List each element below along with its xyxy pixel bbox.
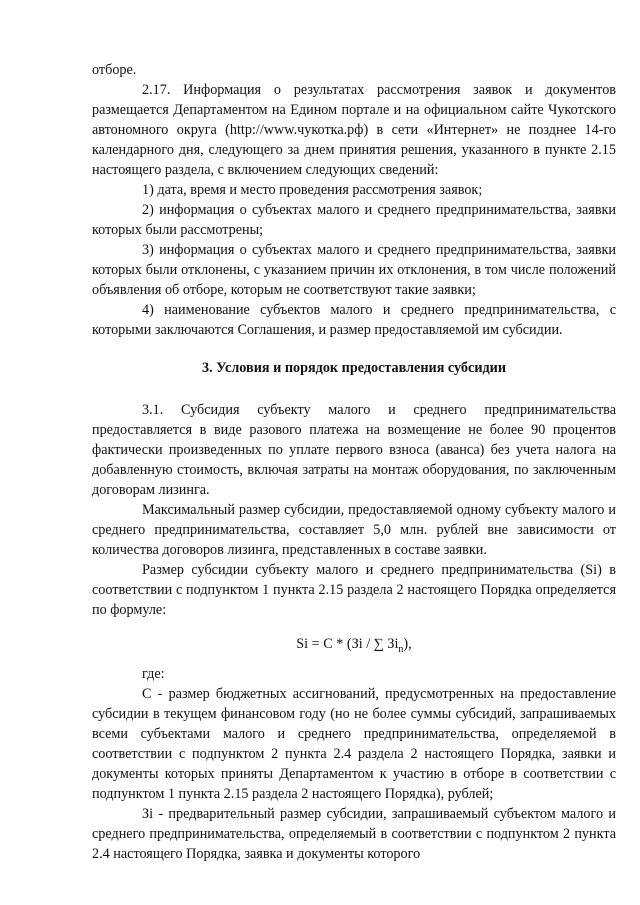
formula-subscript: n [398, 643, 404, 655]
paragraph-continuation: отборе. [92, 62, 137, 78]
list-item-3: 3) информация о субъектах малого и среднего предпринимательства, заявки которых были отклонены, с указанием причин их отклонения, в том числе положений объявления об отборе, которым не соответствуют такие заявки; [92, 242, 616, 298]
paragraph-max-subsidy: Максимальный размер субсидии, предоставляемой одному субъекту малого и среднего предпринимательства, составляет 5,0 млн. рублей вне зависимости от количества договоров лизинга, представленных в составе заявки. [92, 502, 616, 558]
list-item-4: 4) наименование субъектов малого и среднего предпринимательства, с которыми заключаются Соглашения, и размер предоставляемой им субсидии. [92, 302, 616, 338]
definition-zi: Зi - предварительный размер субсидии, запрашиваемый субъектом малого и среднего предпринимательства, определяемый в соответствии с подпунктом 2 пункта 2.4 настоящего Порядка, заявка и документы которого [92, 805, 616, 862]
list-item-2: 2) информация о субъектах малого и среднего предпринимательства, заявки которых были рассмотрены; [92, 202, 616, 238]
section-heading: 3. Условия и порядок предоставления субсидии [201, 360, 507, 376]
paragraph-where: где: [142, 665, 165, 682]
definition-c: C - размер бюджетных ассигнований, предусмотренных на предоставление субсидии в текущем финансовом году (но не более суммы субсидий, запрашиваемых всеми субъектами малого и среднего предпринимательства, определяемой в соответствии с подпунктом 2 пункта 2.4 раздела 2 настоящего Порядка, заявки и документы которых приняты Департаментом к участию в отборе в соответствии с подпунктом 1 пункта 2.15 раздела 2 настоящего Порядка), рублей; [92, 685, 616, 802]
formula-end: ), [403, 636, 412, 652]
list-item-1: 1) дата, время и место проведения рассмотрения заявок; [142, 182, 483, 198]
paragraph-3-1: 3.1. Субсидия субъекту малого и среднего предпринимательства предоставляется в виде разового платежа на возмещение не более 90 процентов фактически произведенных по уплате первого взноса (аванса) без учета налога на добавленную стоимость, включая затраты на монтаж оборудования, по заключенным договорам лизинга. [92, 402, 616, 498]
paragraph-2-17: 2.17. Информация о результатах рассмотрения заявок и документов размещается Департаментом на Едином портале и на официальном сайте Чукотского автономного округа (http://www.чукотка.рф) в сети «Интернет» не позднее 14-го календарного дня, следующего за днем принятия решения, указанного в пункте 2.15 настоящего раздела, с включением следующих сведений: [92, 82, 616, 178]
formula-main: Si = C * (Зi / ∑ Зi [296, 636, 399, 652]
paragraph-subsidy-size: Размер субсидии субъекту малого и среднего предпринимательства (Si) в соответствии с подпунктом 1 пункта 2.15 раздела 2 настоящего Порядка определяется по формуле: [92, 562, 616, 618]
formula [92, 634, 616, 660]
